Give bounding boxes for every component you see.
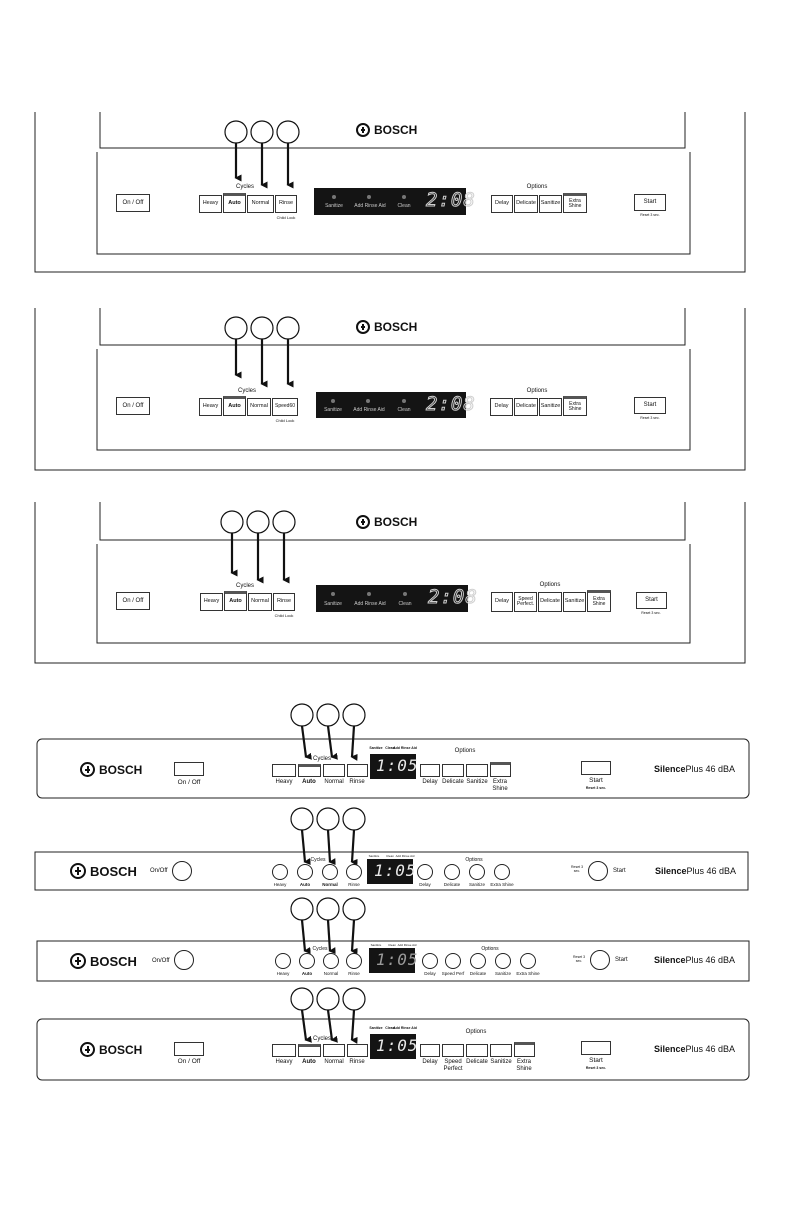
normal-button[interactable]: Normal (247, 398, 271, 416)
silence-plus-label: SilencePlus 46 dBA (654, 1044, 736, 1054)
rinse-button[interactable] (346, 953, 362, 969)
options-title: Options (526, 388, 548, 394)
start-button[interactable]: Start (634, 194, 666, 211)
rinse-aid-indicator-label: Add Rinse Aid (397, 943, 417, 947)
normal-button[interactable] (323, 1044, 345, 1057)
speed60-button[interactable]: Speed60 (272, 398, 298, 416)
auto-label: Auto (299, 882, 311, 887)
time-display: 2:08 (428, 586, 478, 608)
normal-label: Normal (322, 882, 338, 887)
heavy-button[interactable] (272, 1044, 296, 1057)
auto-button[interactable] (298, 1044, 321, 1057)
auto-button[interactable] (299, 953, 315, 969)
cycles-title: Cycles (237, 388, 257, 394)
normal-button[interactable]: Normal (247, 195, 274, 213)
bosch-logo-icon (80, 762, 95, 777)
start-button[interactable]: Start (634, 397, 666, 414)
rinse-aid-indicator-label: Add Rinse Aid (393, 746, 417, 750)
delay-label: Delay (419, 882, 431, 887)
on-off-button[interactable]: On / Off (116, 592, 150, 610)
reset-label: Reset 3 sec. (640, 416, 660, 420)
auto-button[interactable]: Auto (223, 396, 246, 416)
display-sanitize: Sanitize (324, 601, 342, 607)
sanitize-label: Sanitize (490, 1059, 512, 1065)
start-button[interactable] (581, 761, 611, 775)
extra-shine-button[interactable]: Extra Shine (563, 193, 587, 213)
extra-shine-button[interactable]: Extra Shine (563, 396, 587, 416)
bosch-logo-icon (356, 515, 370, 529)
on-off-button[interactable]: On / Off (116, 397, 150, 415)
on-off-label: On/Off (150, 868, 168, 874)
auto-label: Auto (301, 971, 313, 976)
options-title: Options (465, 1029, 487, 1035)
normal-button[interactable] (322, 864, 338, 880)
extra-shine-label: Extra Shine (492, 779, 508, 792)
time-display: 1:05 (376, 950, 419, 969)
delicate-label: Delicate (442, 779, 464, 785)
rinse-button[interactable]: Rinse (273, 593, 295, 611)
delay-label: Delay (424, 971, 436, 976)
rinse-label: Rinse (348, 882, 360, 887)
auto-button[interactable]: Auto (223, 193, 246, 213)
heavy-label: Heavy (273, 882, 287, 887)
cycles-title: Cycles (235, 583, 255, 589)
rinse-label: Rinse (349, 1059, 365, 1065)
extra-shine-button[interactable] (514, 1042, 535, 1057)
heavy-button[interactable]: Heavy (199, 195, 222, 213)
extra-shine-button[interactable]: Extra Shine (587, 590, 611, 612)
extra-shine-label: Extra Shine (516, 1059, 532, 1072)
speed-perf-button[interactable] (445, 953, 461, 969)
extra-shine-label: Extra Shine (490, 882, 514, 887)
cycles-title: Cycles (312, 946, 328, 952)
heavy-label: Heavy (276, 971, 290, 976)
delay-button[interactable]: Delay (491, 195, 513, 213)
options-title: Options (454, 748, 476, 754)
sanitize-button[interactable] (469, 864, 485, 880)
sanitize-button[interactable] (466, 764, 488, 777)
sanitize-label: Sanitize (468, 882, 486, 887)
delicate-label: Delicate (469, 971, 487, 976)
display-clean: Clean (398, 601, 412, 607)
rinse-button[interactable] (346, 864, 362, 880)
delicate-button[interactable]: Delicate (538, 592, 562, 612)
auto-button[interactable]: Auto (224, 591, 247, 611)
delay-button[interactable] (422, 953, 438, 969)
start-button[interactable] (588, 861, 608, 881)
clean-indicator-label: Clean (385, 1026, 395, 1030)
status-display (370, 1034, 419, 1059)
normal-button[interactable] (323, 764, 345, 777)
heavy-button[interactable] (275, 953, 291, 969)
display-clean: Clean (397, 203, 411, 209)
delicate-button[interactable]: Delicate (514, 195, 538, 213)
start-button[interactable]: Start (636, 592, 667, 609)
delay-button[interactable]: Delay (490, 398, 513, 416)
delay-label: Delay (422, 779, 438, 785)
status-display (314, 188, 476, 215)
extra-shine-label: Extra Shine (516, 971, 540, 976)
display-add-rinse-aid: Add Rinse Aid (354, 203, 386, 209)
bosch-logo: BOSCH (70, 863, 137, 879)
options-title: Options (539, 582, 561, 588)
auto-button[interactable] (298, 764, 321, 777)
status-display (316, 392, 476, 418)
speed-perfect-label: Speed Perfect (443, 1059, 463, 1072)
display-sanitize: Sanitize (325, 203, 343, 209)
clean-indicator-label: Clean (386, 854, 394, 858)
sanitize-indicator-label: Sanitize (368, 854, 380, 858)
delay-label: Delay (422, 1059, 438, 1065)
display-sanitize: Sanitize (324, 407, 342, 413)
start-label: Start (613, 868, 626, 874)
silence-plus-label: SilencePlus 46 dBA (654, 764, 736, 774)
clean-indicator-label: Clean (385, 746, 395, 750)
child-lock-label: Child Lock (276, 215, 296, 220)
on-off-label: On/Off (152, 958, 170, 964)
on-off-label: On / Off (177, 1058, 201, 1065)
delicate-label: Delicate (466, 1059, 488, 1065)
normal-button[interactable] (323, 953, 339, 969)
bosch-logo-icon (70, 863, 86, 879)
heavy-button[interactable] (272, 864, 288, 880)
rinse-label: Rinse (349, 779, 365, 785)
bosch-logo: BOSCH (356, 320, 417, 334)
bosch-logo-icon (80, 1042, 95, 1057)
delicate-button[interactable]: Delicate (514, 398, 538, 416)
heavy-label: Heavy (275, 1059, 293, 1065)
heavy-button[interactable]: Heavy (199, 398, 222, 416)
extra-shine-button[interactable] (520, 953, 536, 969)
start-label: Start (615, 957, 628, 963)
extra-shine-button[interactable] (494, 864, 510, 880)
bosch-logo: BOSCH (356, 515, 417, 529)
time-display: 1:05 (374, 861, 417, 880)
reset-label: Reset 3 sec. (585, 786, 607, 790)
normal-label: Normal (323, 971, 339, 976)
child-lock-label: Child Lock (274, 613, 294, 618)
options-title: Options (465, 857, 483, 863)
reset-label: Reset 3 sec. (585, 1066, 607, 1070)
heavy-label: Heavy (275, 779, 293, 785)
cycles-title: Cycles (235, 184, 255, 190)
display-clean: Clean (397, 407, 411, 413)
sanitize-button[interactable] (495, 953, 511, 969)
display-add-rinse-aid: Add Rinse Aid (354, 601, 386, 607)
rinse-button[interactable] (347, 764, 368, 777)
auto-button[interactable] (297, 864, 313, 880)
delay-button[interactable] (420, 764, 440, 777)
bosch-logo: BOSCH (356, 123, 417, 137)
sanitize-button[interactable]: Sanitize (539, 398, 562, 416)
auto-label: Auto (302, 1059, 316, 1065)
status-display (367, 859, 417, 884)
clean-indicator-label: Clean (388, 943, 396, 947)
delicate-button[interactable] (466, 1044, 488, 1057)
heavy-button[interactable]: Heavy (200, 593, 223, 611)
reset-label: Reset 3 sec. (572, 955, 586, 963)
rinse-aid-indicator-label: Add Rinse Aid (395, 854, 415, 858)
time-display: 2:08 (426, 189, 476, 211)
reset-label: Reset 3 sec. (641, 611, 661, 615)
start-label: Start (589, 777, 603, 784)
rinse-label: Rinse (348, 971, 360, 976)
options-title: Options (526, 184, 548, 190)
on-off-label: On / Off (177, 779, 201, 786)
start-label: Start (589, 1057, 603, 1064)
sanitize-indicator-label: Sanitize (369, 746, 383, 750)
delay-button[interactable] (420, 1044, 440, 1057)
time-display: 2:08 (426, 393, 476, 415)
reset-label: Reset 3 sec. (640, 213, 660, 217)
delicate-label: Delicate (443, 882, 461, 887)
child-lock-label: Child Lock (275, 418, 295, 423)
cycles-title: Cycles (310, 857, 326, 863)
start-button[interactable] (581, 1041, 611, 1055)
speed-perfect-button[interactable]: Speed Perfect. (514, 592, 537, 612)
sanitize-label: Sanitize (494, 971, 512, 976)
options-title: Options (481, 946, 499, 952)
bosch-logo: BOSCH (80, 762, 142, 777)
auto-label: Auto (302, 779, 316, 785)
on-off-button[interactable] (174, 762, 204, 776)
sanitize-button[interactable] (490, 1044, 512, 1057)
sanitize-indicator-label: Sanitize (369, 1026, 383, 1030)
sanitize-button[interactable]: Sanitize (563, 592, 586, 612)
heavy-button[interactable] (272, 764, 296, 777)
sanitize-indicator-label: Sanitize (370, 943, 382, 947)
rinse-button[interactable]: Rinse (275, 195, 297, 213)
normal-button[interactable]: Normal (248, 593, 272, 611)
bosch-logo: BOSCH (70, 953, 137, 969)
sanitize-label: Sanitize (466, 779, 488, 785)
delicate-button[interactable] (470, 953, 486, 969)
bosch-logo: BOSCH (80, 1042, 142, 1057)
time-display: 1:05 (376, 1036, 419, 1055)
delay-button[interactable] (417, 864, 433, 880)
delay-button[interactable]: Delay (491, 592, 513, 612)
on-off-button[interactable]: On / Off (116, 194, 150, 212)
rinse-aid-indicator-label: Add Rinse Aid (393, 1026, 417, 1030)
bosch-logo-icon (356, 320, 370, 334)
on-off-button[interactable] (172, 861, 192, 881)
bosch-logo-icon (70, 953, 86, 969)
silence-plus-label: SilencePlus 46 dBA (655, 866, 737, 876)
delicate-button[interactable] (442, 764, 464, 777)
display-add-rinse-aid: Add Rinse Aid (353, 407, 385, 413)
delicate-button[interactable] (444, 864, 460, 880)
start-button[interactable] (590, 950, 610, 970)
reset-label: Reset 3 sec. (570, 865, 584, 873)
status-display (316, 585, 478, 612)
cycles-title: Cycles (312, 756, 332, 762)
normal-label: Normal (324, 1059, 344, 1065)
on-off-button[interactable] (174, 1042, 204, 1056)
time-display: 1:05 (376, 756, 419, 775)
bosch-logo-icon (356, 123, 370, 137)
sanitize-button[interactable]: Sanitize (539, 195, 562, 213)
speed-perf-label: Speed Perf (441, 971, 465, 976)
cycles-title: Cycles (312, 1036, 332, 1042)
normal-label: Normal (324, 779, 344, 785)
on-off-button[interactable] (174, 950, 194, 970)
status-display (370, 754, 419, 779)
rinse-button[interactable] (347, 1044, 368, 1057)
speed-perfect-button[interactable] (442, 1044, 464, 1057)
status-display (369, 948, 419, 973)
silence-plus-label: SilencePlus 46 dBA (654, 955, 736, 965)
extra-shine-button[interactable] (490, 762, 511, 777)
